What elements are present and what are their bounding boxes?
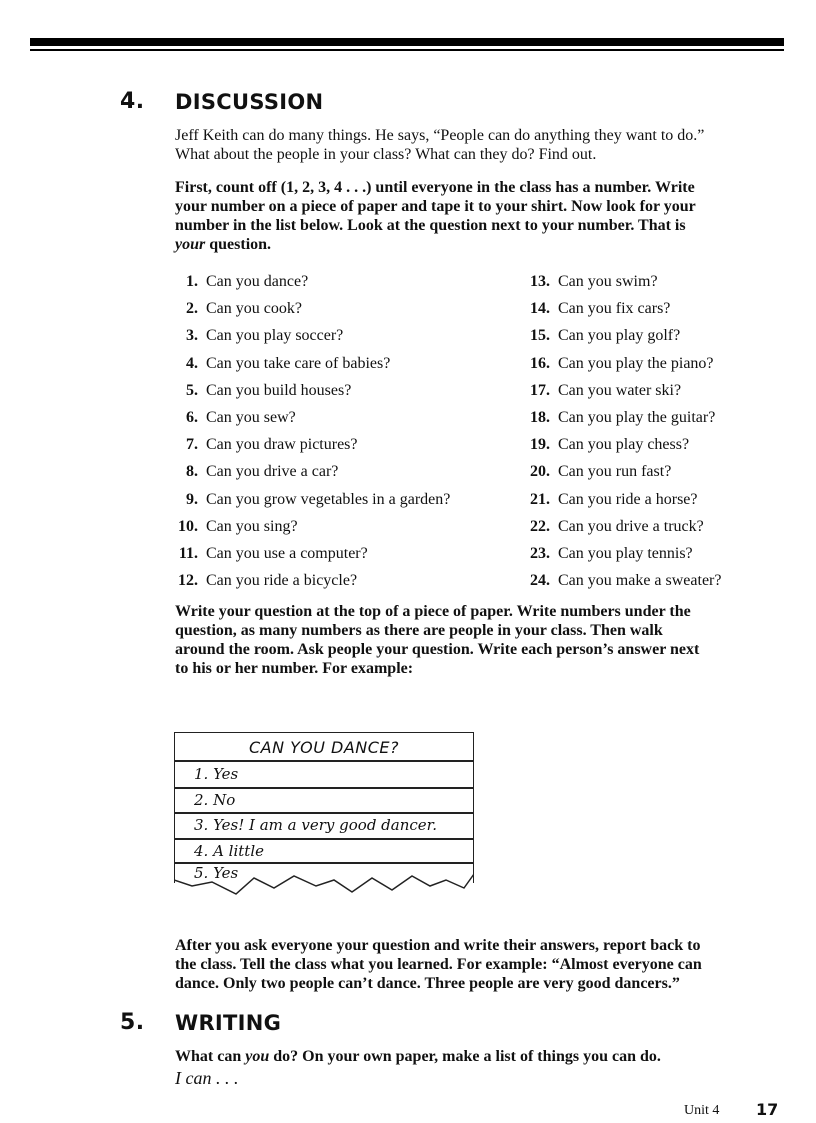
question-number: 18.	[530, 408, 550, 426]
question-number: 2.	[186, 300, 198, 318]
question-number: 24.	[530, 572, 550, 590]
question-number: 6.	[186, 408, 198, 426]
question-text: Can you play tennis?	[558, 544, 693, 562]
after-line-2: question, as many numbers as there are people in your class. Then walk	[175, 622, 663, 639]
list-item	[162, 377, 450, 404]
instr-emphasis: your	[175, 236, 206, 253]
question-number: 17.	[530, 381, 550, 399]
question-number: 22.	[530, 517, 550, 535]
sheet-answer: 5. Yes	[194, 864, 239, 882]
sheet-title: CAN YOU DANCE?	[248, 738, 400, 757]
question-number: 4.	[186, 354, 198, 372]
after-line-4: to his or her number. For example:	[175, 660, 414, 677]
list-item	[512, 350, 721, 377]
section-4-intro	[175, 126, 785, 164]
list-item	[512, 431, 721, 458]
sheet-answer: 3. Yes! I am a very good dancer.	[194, 816, 437, 834]
list-item	[512, 377, 721, 404]
list-item	[512, 567, 721, 594]
question-text: Can you fix cars?	[558, 300, 671, 318]
instr-line-4	[175, 235, 785, 254]
sheet-rule	[174, 812, 474, 814]
question-text: Can you ride a bicycle?	[206, 572, 358, 590]
list-item	[162, 540, 450, 567]
intro-line-1: Jeff Keith can do many things. He says, “People can do anything they want to do.”	[175, 127, 705, 144]
section-4-number: 4.	[120, 89, 145, 114]
after-line-3: around the room. Ask people your question. Write each person’s answer next	[175, 641, 700, 658]
question-number: 23.	[530, 544, 550, 562]
sheet-rule	[174, 787, 474, 789]
list-item	[512, 540, 721, 567]
instr-line-4-rest: question.	[205, 236, 272, 253]
list-item	[162, 486, 450, 513]
list-item	[162, 404, 450, 431]
question-text: Can you drive a car?	[206, 463, 339, 481]
question-text: Can you drive a truck?	[558, 517, 704, 535]
after-list-instructions	[175, 602, 785, 678]
question-text: Can you play the piano?	[558, 354, 714, 372]
report-line-1: After you ask everyone your question and write their answers, report back to	[175, 937, 701, 954]
list-item	[162, 295, 450, 322]
question-text: Can you play chess?	[558, 436, 690, 454]
list-item	[512, 268, 721, 295]
question-text: Can you run fast?	[558, 463, 672, 481]
sheet-rule	[174, 760, 474, 762]
after-line-1: Write your question at the top of a piece of paper. Write numbers under the	[175, 603, 691, 620]
list-item	[512, 295, 721, 322]
sheet-answer: 4. A little	[194, 842, 265, 860]
question-text: Can you take care of babies?	[206, 354, 391, 372]
list-item	[162, 268, 450, 295]
report-line-3: dance. Only two people can’t dance. Three people are very good dancers.”	[175, 975, 680, 992]
question-list-left	[162, 268, 450, 594]
question-text: Can you make a sweater?	[558, 572, 722, 590]
section-5-number: 5.	[120, 1010, 145, 1035]
writing-instruction	[175, 1047, 785, 1066]
question-text: Can you swim?	[558, 273, 658, 290]
question-text: Can you sing?	[206, 517, 298, 535]
question-text: Can you cook?	[206, 300, 302, 318]
question-text: Can you use a computer?	[206, 544, 368, 562]
question-number: 11.	[178, 544, 198, 562]
question-text: Can you play soccer?	[206, 327, 344, 345]
question-number: 20.	[530, 463, 550, 481]
writing-pre: What can	[175, 1048, 246, 1065]
question-list-right	[512, 268, 721, 594]
list-item	[512, 486, 721, 513]
question-number: 14.	[530, 300, 550, 318]
intro-line-2: What about the people in your class? What can they do? Find out.	[175, 146, 597, 163]
sheet-rule	[174, 838, 474, 840]
report-instructions	[175, 936, 785, 993]
list-item	[512, 458, 721, 485]
question-number: 13.	[530, 273, 550, 290]
question-number: 15.	[530, 327, 550, 345]
top-rule-thin	[30, 49, 784, 51]
question-number: 16.	[530, 354, 550, 372]
torn-edge	[174, 872, 474, 900]
question-number: 21.	[530, 490, 550, 508]
list-item	[162, 322, 450, 349]
list-item	[162, 567, 450, 594]
question-text: Can you ride a horse?	[558, 490, 698, 508]
sheet-answer: 1. Yes	[194, 765, 239, 783]
instr-line-1: First, count off (1, 2, 3, 4 . . .) until everyone in the class has a number. Write	[175, 179, 695, 196]
footer-page-number: 17	[756, 1100, 779, 1119]
writing-emphasis: you	[245, 1048, 270, 1065]
sheet-answer: 2. No	[194, 791, 236, 809]
list-item	[512, 322, 721, 349]
list-item	[512, 513, 721, 540]
question-text: Can you draw pictures?	[206, 436, 358, 454]
list-item	[162, 350, 450, 377]
question-text: Can you water ski?	[558, 381, 682, 399]
writing-prompt: I can . . .	[175, 1068, 239, 1088]
top-rule	[30, 38, 784, 46]
question-number: 3.	[186, 327, 198, 345]
footer-unit: Unit 4	[684, 1103, 720, 1118]
instr-line-2: your number on a piece of paper and tape it to your shirt. Now look for your	[175, 198, 696, 215]
question-number: 8.	[186, 463, 198, 481]
question-number: 10.	[178, 517, 198, 535]
list-item	[162, 431, 450, 458]
question-number: 12.	[178, 572, 198, 590]
question-number: 9.	[186, 490, 198, 508]
question-number: 5.	[186, 381, 198, 399]
section-4-title: DISCUSSION	[175, 90, 324, 114]
question-text: Can you play golf?	[558, 327, 681, 345]
question-number: 19.	[530, 436, 550, 454]
example-answer-sheet	[174, 732, 474, 898]
question-text: Can you sew?	[206, 408, 296, 426]
writing-post: do? On your own paper, make a list of things you can do.	[269, 1048, 661, 1065]
section-5-title: WRITING	[175, 1011, 282, 1035]
section-4-instructions	[175, 178, 785, 254]
question-text: Can you play the guitar?	[558, 408, 716, 426]
instr-line-3: number in the list below. Look at the question next to your number. That is	[175, 217, 686, 234]
list-item	[512, 404, 721, 431]
question-number: 1.	[186, 273, 198, 290]
question-number: 7.	[186, 436, 198, 454]
list-item	[162, 513, 450, 540]
report-line-2: the class. Tell the class what you learned. For example: “Almost everyone can	[175, 956, 702, 973]
question-text: Can you build houses?	[206, 381, 352, 399]
question-text: Can you grow vegetables in a garden?	[206, 490, 451, 508]
question-text: Can you dance?	[206, 273, 309, 290]
list-item	[162, 458, 450, 485]
